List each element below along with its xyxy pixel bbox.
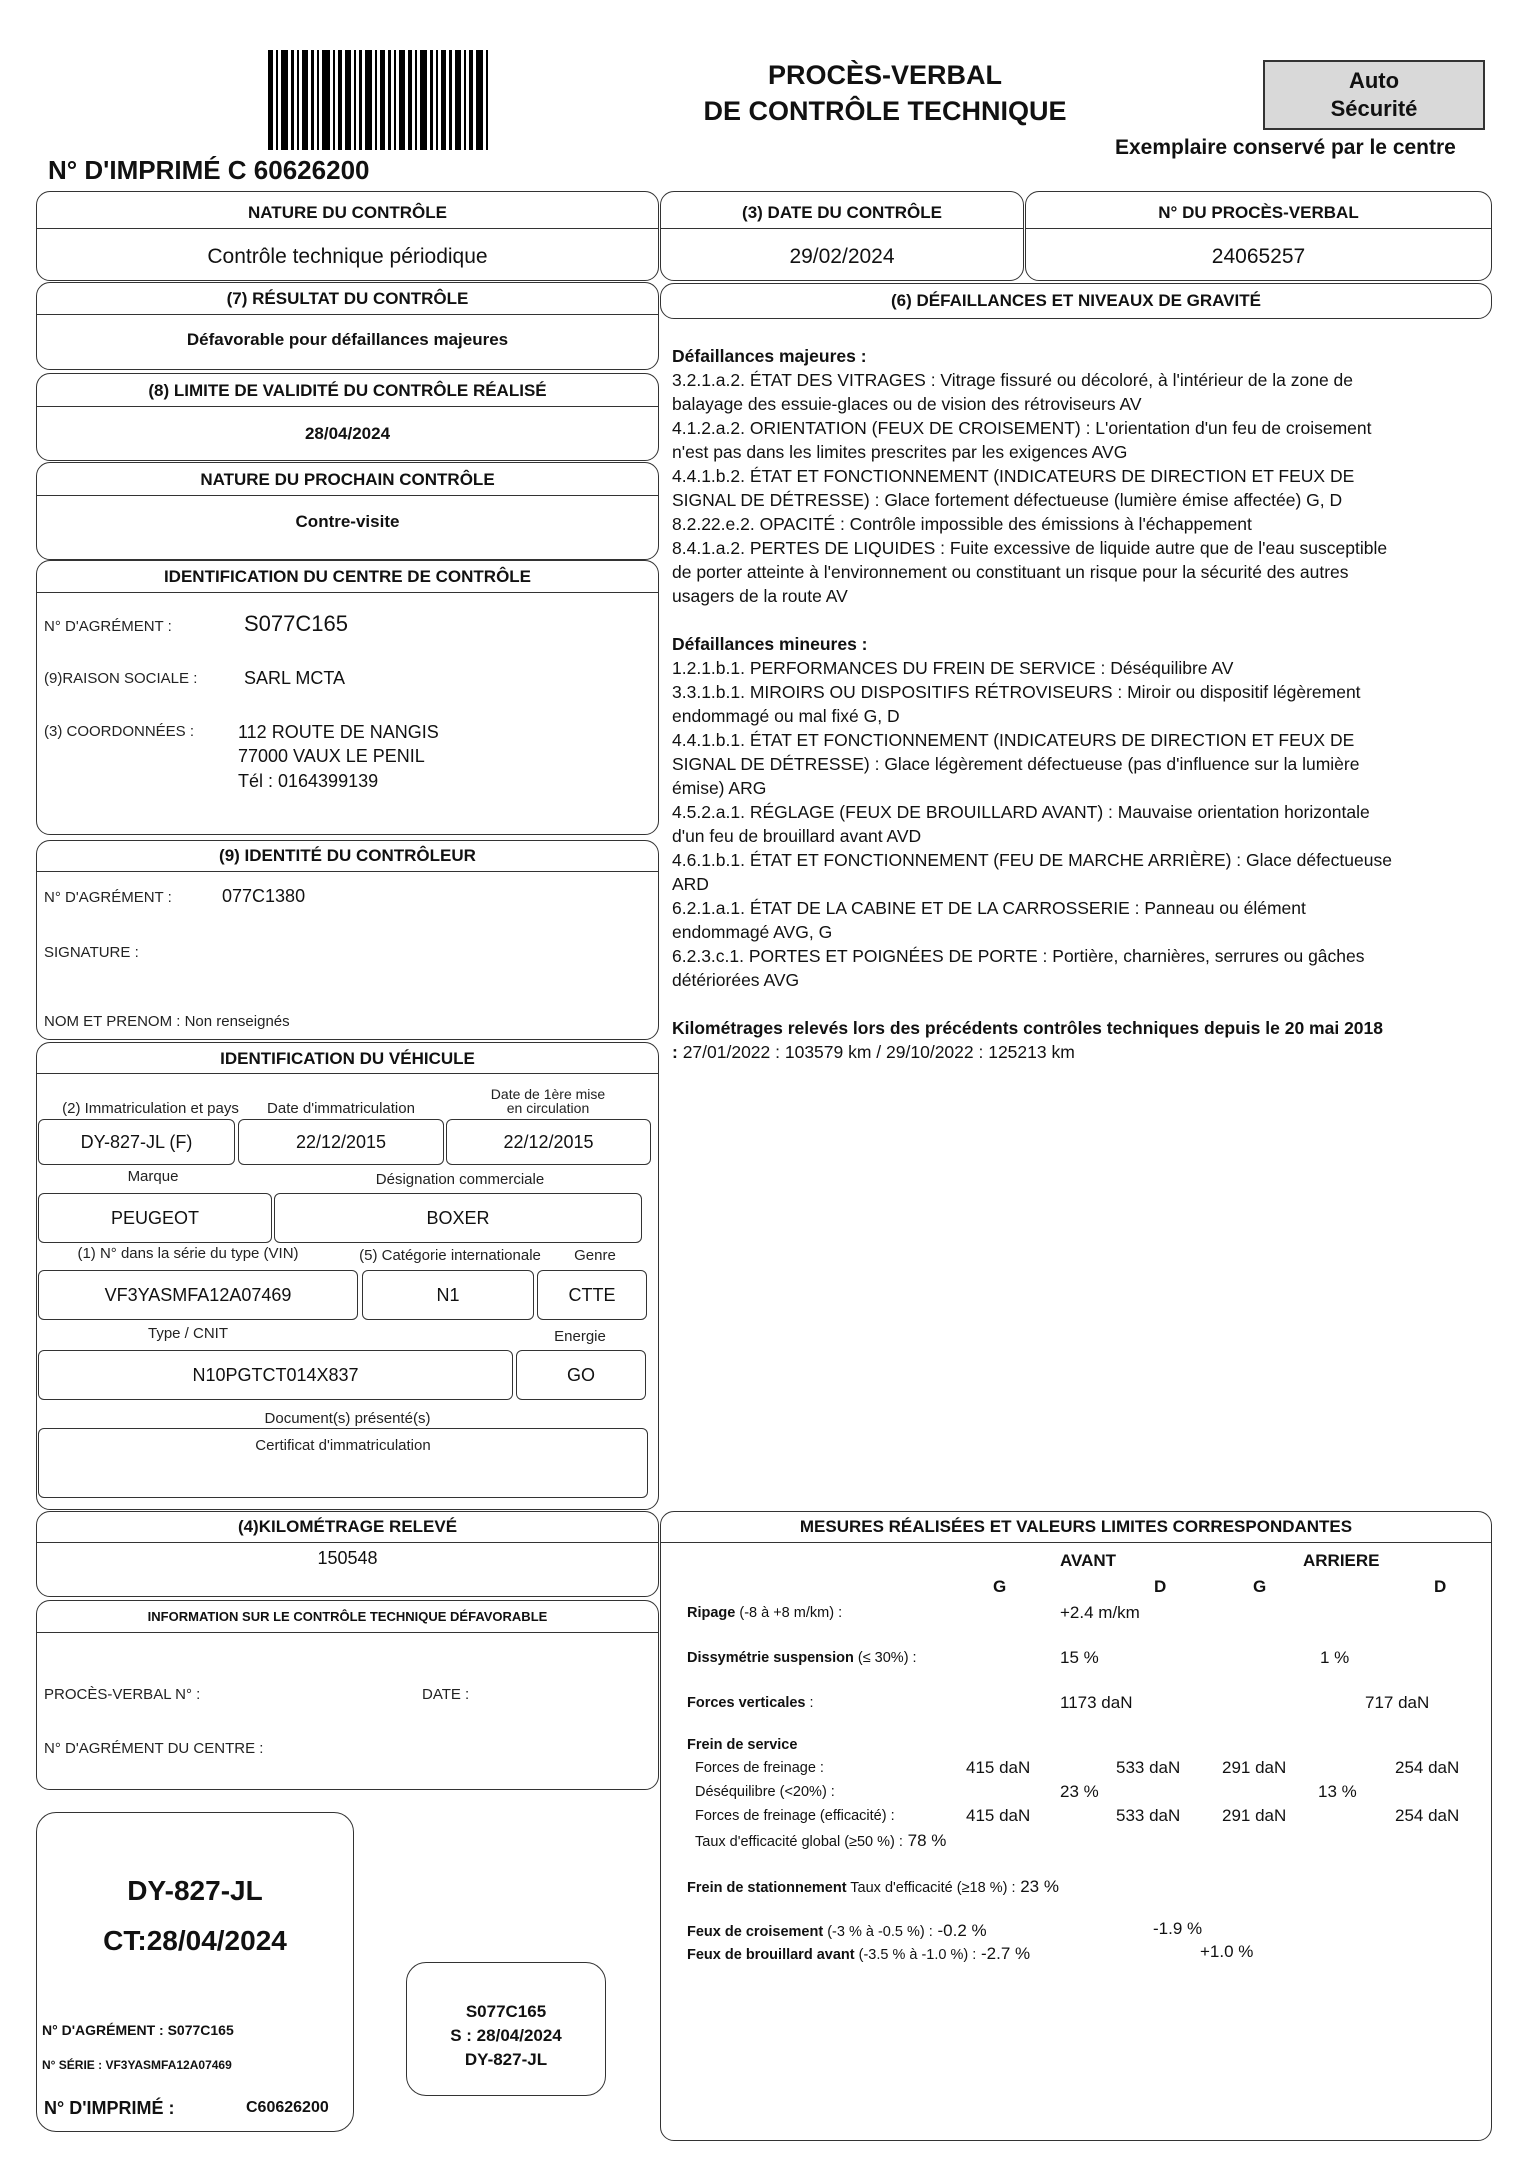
forces-eff-label: Forces de freinage (efficacité) : xyxy=(695,1808,895,1824)
defavorable-label: INFORMATION SUR LE CONTRÔLE TECHNIQUE DÉFAVORABLE xyxy=(147,1609,548,1624)
controleur-divider xyxy=(36,871,659,872)
dissym-arriere: 1 % xyxy=(1320,1648,1350,1667)
centre-raison-label: (9)RAISON SOCIALE : xyxy=(44,670,198,687)
limite-divider xyxy=(36,406,659,407)
categorie-label: (5) Catégorie internationale xyxy=(359,1247,541,1264)
nature-divider xyxy=(36,228,659,229)
nature-label: NATURE DU CONTRÔLE xyxy=(248,203,447,222)
controleur-agrement-value: 077C1380 xyxy=(222,886,306,906)
barcode xyxy=(268,50,518,150)
ff-avd: 533 daN xyxy=(1116,1758,1181,1777)
mineure-item: 6.2.1.a.1. ÉTAT DE LA CABINE ET DE LA CARROSSERIE : Panneau ou élément endommagé AVG, G xyxy=(672,898,1306,942)
ripage-avant: +2.4 m/km xyxy=(1060,1603,1140,1622)
genre-value: CTTE xyxy=(537,1270,647,1320)
defavorable-agrement-label: N° D'AGRÉMENT DU CENTRE : xyxy=(44,1740,264,1757)
arriere-g-header: G xyxy=(1253,1577,1267,1596)
forces-v-row xyxy=(687,1695,814,1711)
prochain-value: Contre-visite xyxy=(295,512,400,531)
avant-d-header: D xyxy=(1154,1577,1167,1596)
pv-label: N° DU PROCÈS-VERBAL xyxy=(1158,203,1359,222)
fe-avg: 415 daN xyxy=(966,1806,1031,1825)
ff-arg: 291 daN xyxy=(1222,1758,1287,1777)
marque-label: Marque xyxy=(127,1168,179,1185)
date-immat-label: Date d'immatriculation xyxy=(267,1100,415,1117)
vignette-box xyxy=(36,1812,354,2132)
km-title: Kilométrages relevés lors des précédents contrôles techniques depuis le 20 mai 2018 : xyxy=(672,1018,1383,1062)
defavorable-divider xyxy=(36,1632,659,1633)
mineure-item: 6.2.3.c.1. PORTES ET POIGNÉES DE PORTE : Portière, charnières, serrures ou gâches détériorées AVG xyxy=(672,946,1365,990)
centre-agrement-value: S077C165 xyxy=(244,611,348,636)
mineure-item: 4.6.1.b.1. ÉTAT ET FONCTIONNEMENT (FEU DE MARCHE ARRIÈRE) : Glace défectueuse ARD xyxy=(672,850,1392,894)
forces-freinage-label: Forces de freinage : xyxy=(695,1760,824,1776)
controleur-agrement-label: N° D'AGRÉMENT : xyxy=(44,889,172,906)
taux-label: Taux d'efficacité global (≥50 %) : xyxy=(695,1834,903,1850)
croisement-g: -0.2 % xyxy=(932,1921,987,1940)
date-value: 29/02/2024 xyxy=(789,245,895,268)
vignette-imprime-label: N° D'IMPRIMÉ : xyxy=(44,2098,175,2118)
centre-label: IDENTIFICATION DU CENTRE DE CONTRÔLE xyxy=(163,567,532,586)
forces-v-label: Forces verticales xyxy=(687,1695,806,1711)
majeure-item: 4.1.2.a.2. ORIENTATION (FEUX DE CROISEMENT) : L'orientation d'un feu de croisement n'est pas dans les limites prescrites par les exigences AVG xyxy=(672,418,1372,462)
deseq-avant: 23 % xyxy=(1060,1782,1099,1801)
vignette-imprime-value: C60626200 xyxy=(246,2099,329,2116)
stationnement-label: Frein de stationnement xyxy=(687,1880,847,1896)
dissym-label: Dissymétrie suspension xyxy=(687,1650,854,1666)
vin-label: (1) N° dans la série du type (VIN) xyxy=(77,1245,299,1262)
centre-divider xyxy=(36,592,659,593)
copy-note: Exemplaire conservé par le centre xyxy=(1115,136,1456,159)
majeure-item: 4.4.1.b.2. ÉTAT ET FONCTIONNEMENT (INDICATEURS DE DIRECTION ET FEUX DE SIGNAL DE DÉTRESSE) : Glace fortement défectueuse (lumière émise affectée) G, D xyxy=(672,466,1355,510)
defaillances-content xyxy=(672,344,1392,1064)
limite-value: 28/04/2024 xyxy=(304,424,391,443)
brouillard-row xyxy=(687,1944,1030,1964)
croisement-limit: (-3 % à -0.5 %) : xyxy=(823,1924,933,1940)
designation-value: BOXER xyxy=(274,1193,642,1243)
fe-avd: 533 daN xyxy=(1116,1806,1181,1825)
brand-box xyxy=(1263,60,1485,130)
stamp-line3: DY-827-JL xyxy=(464,2050,548,2069)
forces-v-arriere: 717 daN xyxy=(1365,1693,1430,1712)
mineure-item: 4.4.1.b.1. ÉTAT ET FONCTIONNEMENT (INDICATEURS DE DIRECTION ET FEUX DE SIGNAL DE DÉTRESSE) : Glace légèrement défectueuse (pas d'influence sur la lumière émise) ARG xyxy=(672,730,1360,798)
mesures-divider xyxy=(660,1542,1492,1543)
centre-box xyxy=(36,560,659,835)
energie-value: GO xyxy=(516,1350,646,1400)
km-values: 27/01/2022 : 103579 km / 29/10/2022 : 125213 km xyxy=(677,1042,1075,1062)
categorie-value: N1 xyxy=(362,1270,534,1320)
brouillard-label: Feux de brouillard avant xyxy=(687,1947,855,1963)
ff-ard: 254 daN xyxy=(1395,1758,1460,1777)
centre-raison-value: SARL MCTA xyxy=(244,668,346,688)
majeure-item: 8.4.1.a.2. PERTES DE LIQUIDES : Fuite excessive de liquide autre que de l'eau susceptible de porter atteinte à l'environnement ou constituant un risque pour la sécurité des autres usagers de la route AV xyxy=(672,538,1388,606)
fe-arg: 291 daN xyxy=(1222,1806,1287,1825)
centre-coord-line3: Tél : 0164399139 xyxy=(238,771,379,791)
brand-line2: Sécurité xyxy=(1330,96,1418,121)
stationnement-value: 23 % xyxy=(1015,1877,1059,1896)
date-label: (3) DATE DU CONTRÔLE xyxy=(742,203,942,222)
vehicule-label: IDENTIFICATION DU VÉHICULE xyxy=(220,1049,475,1068)
controleur-nom-label: NOM ET PRENOM : Non renseignés xyxy=(44,1013,290,1030)
brand-line1: Auto xyxy=(1348,68,1400,93)
marque-value: PEUGEOT xyxy=(38,1193,272,1243)
vignette-agrement: N° D'AGRÉMENT : S077C165 xyxy=(42,2022,234,2038)
premiere-label-2: en circulation xyxy=(506,1100,590,1116)
arriere-header: ARRIERE xyxy=(1303,1551,1380,1570)
avant-header: AVANT xyxy=(1060,1551,1117,1570)
type-value: N10PGTCT014X837 xyxy=(38,1350,513,1400)
mineure-item: 3.3.1.b.1. MIROIRS OU DISPOSITIFS RÉTROVISEURS : Miroir ou dispositif légèrement endommagé ou mal fixé G, D xyxy=(672,682,1361,726)
forces-v-avant: 1173 daN xyxy=(1060,1693,1133,1712)
arriere-d-header: D xyxy=(1434,1577,1447,1596)
mineure-item: 4.5.2.a.1. RÉGLAGE (FEUX DE BROUILLARD AVANT) : Mauvaise orientation horizontale d'un feu de brouillard avant AVD xyxy=(672,802,1370,846)
centre-coord-line1: 112 ROUTE DE NANGIS xyxy=(238,722,439,742)
frein-service-label: Frein de service xyxy=(687,1737,798,1753)
resultat-label: (7) RÉSULTAT DU CONTRÔLE xyxy=(226,289,469,308)
deseq-arriere: 13 % xyxy=(1318,1782,1357,1801)
type-label: Type / CNIT xyxy=(147,1325,229,1342)
prochain-divider xyxy=(36,495,659,496)
croisement-row xyxy=(687,1921,987,1941)
centre-agrement-label: N° D'AGRÉMENT : xyxy=(44,618,172,635)
kilometrage-divider xyxy=(36,1542,659,1543)
docs-label: Document(s) présenté(s) xyxy=(264,1410,431,1427)
pv-value: 24065257 xyxy=(1211,245,1306,268)
ripage-label: Ripage xyxy=(687,1605,736,1621)
mineure-item: 1.2.1.b.1. PERFORMANCES DU FREIN DE SERVICE : Déséquilibre AV xyxy=(672,658,1234,678)
ripage-row xyxy=(687,1605,842,1621)
brouillard-limit: (-3.5 % à -1.0 %) : xyxy=(854,1947,977,1963)
stationnement-row xyxy=(687,1877,1059,1897)
date-immat-value: 22/12/2015 xyxy=(238,1119,444,1165)
page-title-line1: PROCÈS-VERBAL xyxy=(767,60,1003,90)
controleur-signature-label: SIGNATURE : xyxy=(44,944,139,961)
controleur-label: (9) IDENTITÉ DU CONTRÔLEUR xyxy=(219,846,476,865)
majeure-item: 8.2.22.e.2. OPACITÉ : Contrôle impossible des émissions à l'échappement xyxy=(672,514,1252,534)
genre-label: Genre xyxy=(574,1247,616,1264)
desequilibre-label: Déséquilibre (<20%) : xyxy=(695,1784,835,1800)
defavorable-date-label: DATE : xyxy=(422,1686,470,1703)
vignette-serie: N° SÉRIE : VF3YASMFA12A07469 xyxy=(42,2058,232,2072)
majeure-item: 3.2.1.a.2. ÉTAT DES VITRAGES : Vitrage fissuré ou décoloré, à l'intérieur de la zone de balayage des essuie-glaces ou de vision des rétroviseurs AV xyxy=(672,370,1354,414)
premiere-label-1: Date de 1ère mise xyxy=(490,1086,606,1102)
date-divider xyxy=(660,228,1024,229)
fe-ard: 254 daN xyxy=(1395,1806,1460,1825)
print-number: N° D'IMPRIMÉ C 60626200 xyxy=(48,155,370,185)
defaillances-label: (6) DÉFAILLANCES ET NIVEAUX DE GRAVITÉ xyxy=(891,291,1261,310)
taux-row xyxy=(695,1831,946,1851)
centre-coord-label: (3) COORDONNÉES : xyxy=(44,723,195,740)
brouillard-g: -2.7 % xyxy=(976,1944,1031,1963)
vin-value: VF3YASMFA12A07469 xyxy=(38,1270,358,1320)
prochain-label: NATURE DU PROCHAIN CONTRÔLE xyxy=(200,470,495,489)
stamp-line1: S077C165 xyxy=(465,2002,547,2021)
nature-value: Contrôle technique périodique xyxy=(207,245,488,268)
page-title-line2: DE CONTRÔLE TECHNIQUE xyxy=(703,96,1067,126)
majeures-title: Défaillances majeures : xyxy=(672,346,867,366)
immat-label: (2) Immatriculation et pays xyxy=(62,1100,239,1117)
energie-label: Energie xyxy=(554,1328,606,1345)
limite-label: (8) LIMITE DE VALIDITÉ DU CONTRÔLE RÉALISÉ xyxy=(148,381,547,400)
croisement-label: Feux de croisement xyxy=(687,1924,824,1940)
resultat-value: Défavorable pour défaillances majeures xyxy=(186,330,509,349)
docs-value: Certificat d'immatriculation xyxy=(255,1437,431,1454)
ripage-limit: (-8 à +8 m/km) : xyxy=(739,1605,843,1621)
defavorable-pv-label: PROCÈS-VERBAL N° : xyxy=(44,1686,201,1703)
mineures-title: Défaillances mineures : xyxy=(672,634,868,654)
resultat-divider xyxy=(36,314,659,315)
pv-divider xyxy=(1025,228,1492,229)
croisement-d: -1.9 % xyxy=(1153,1919,1203,1938)
forces-v-colon: : xyxy=(805,1695,814,1711)
ff-avg: 415 daN xyxy=(966,1758,1031,1777)
vehicule-divider xyxy=(36,1073,659,1074)
controleur-box xyxy=(36,840,659,1040)
kilometrage-label: (4)KILOMÉTRAGE RELEVÉ xyxy=(237,1517,458,1536)
dissym-avant: 15 % xyxy=(1060,1648,1099,1667)
mesures-label: MESURES RÉALISÉES ET VALEURS LIMITES CORRESPONDANTES xyxy=(799,1517,1353,1536)
premiere-value: 22/12/2015 xyxy=(446,1119,651,1165)
brouillard-d: +1.0 % xyxy=(1200,1942,1254,1961)
kilometrage-value: 150548 xyxy=(317,1548,378,1568)
stamp-line2: S : 28/04/2024 xyxy=(450,2026,562,2045)
dissym-limit: (≤ 30%) : xyxy=(857,1650,917,1666)
dissym-row xyxy=(687,1650,917,1666)
stationnement-limit: Taux d'efficacité (≥18 %) : xyxy=(846,1880,1016,1896)
taux-value: 78 % xyxy=(902,1831,947,1850)
avant-g-header: G xyxy=(993,1577,1007,1596)
vignette-plate: DY-827-JL xyxy=(127,1875,263,1906)
centre-coord-line2: 77000 VAUX LE PENIL xyxy=(238,746,425,766)
immat-value: DY-827-JL (F) xyxy=(38,1119,235,1165)
designation-label: Désignation commerciale xyxy=(375,1171,545,1188)
vignette-ct-date: CT:28/04/2024 xyxy=(103,1925,287,1956)
